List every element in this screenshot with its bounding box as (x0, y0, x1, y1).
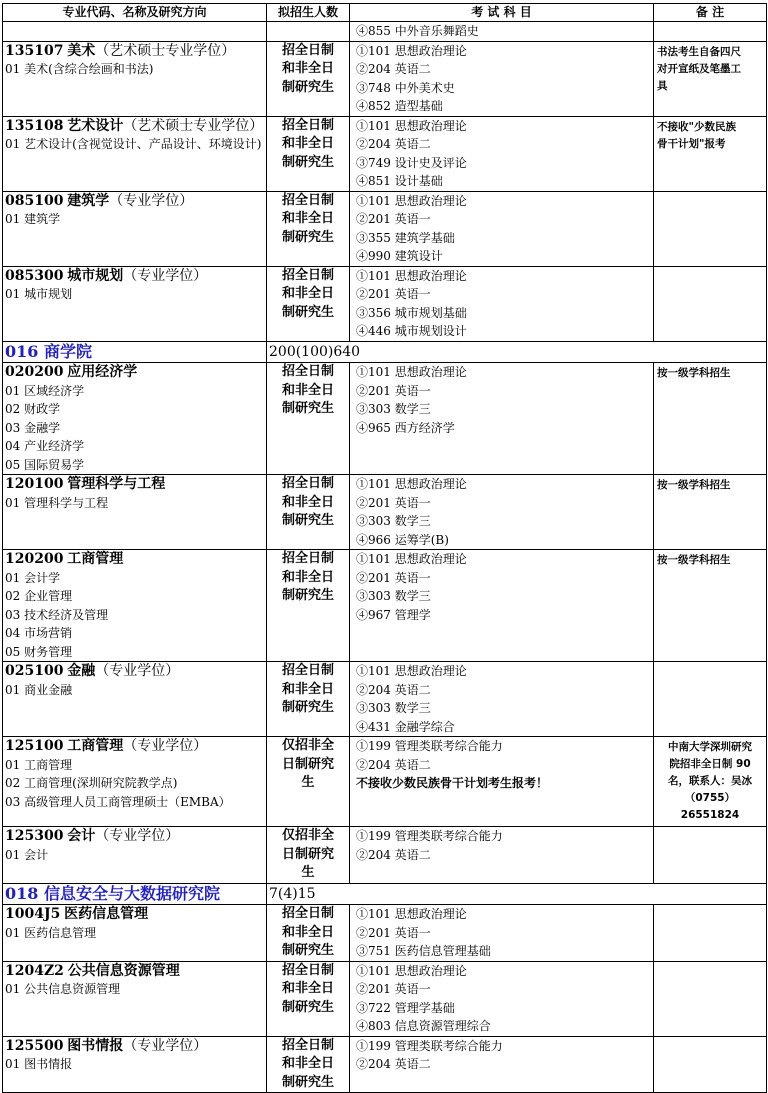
quota-line: 招全日制 (281, 962, 334, 978)
quota-cell (267, 363, 350, 475)
program-row (3, 22, 767, 42)
note-cell (654, 1036, 767, 1093)
program-name: 会计 (67, 828, 96, 844)
program-cell (3, 961, 267, 1036)
quota-line: 制研究生 (281, 229, 334, 245)
note-cell (654, 827, 767, 884)
admissions-table (2, 3, 767, 1093)
quota-line: 生 (301, 865, 315, 880)
exam-subject: ②204 英语二 (356, 847, 431, 862)
program-name: 美术 (67, 42, 96, 59)
table-header-row (3, 4, 767, 22)
program-code: 1204Z2 (5, 962, 64, 979)
program-title (5, 192, 264, 211)
research-direction: 01 区域经济学 (5, 383, 85, 398)
college-quota: 200(100)640 (269, 343, 361, 360)
program-code: 125300 (5, 828, 64, 844)
program-cell (3, 737, 267, 827)
research-direction: 02 工商管理(深圳研究院教学点) (5, 776, 178, 790)
quota-line: 和非全日 (281, 569, 334, 585)
program-name: 图书情报 (67, 1037, 124, 1054)
program-cell (3, 266, 267, 341)
research-direction: 01 建筑学 (5, 212, 61, 226)
program-title (5, 267, 264, 286)
research-direction: 02 财政学 (5, 402, 61, 416)
header-notes: 备 注 (654, 4, 767, 22)
program-row (3, 1036, 767, 1093)
quota-cell (267, 961, 350, 1036)
program-title (5, 117, 264, 136)
research-direction: 02 企业管理 (5, 589, 73, 603)
note-cell (654, 961, 767, 1036)
research-direction: 01 会计学 (5, 570, 61, 585)
program-cell (3, 475, 267, 550)
program-name: 管理科学与工程 (67, 476, 166, 492)
program-cell (3, 116, 267, 191)
exam-subject: ②201 英语一 (356, 982, 431, 996)
college-name: 018 信息安全与大数据研究院 (5, 883, 220, 903)
college-quota: 7(4)15 (269, 885, 316, 902)
research-direction: 01 会计 (5, 847, 49, 862)
quota-cell (267, 475, 350, 550)
program-cell (3, 22, 267, 42)
exam-subject: ④431 金融学综合 (356, 719, 455, 734)
exam-subject: ③356 城市规划基础 (356, 305, 467, 320)
note-cell (654, 550, 767, 662)
research-direction: 01 图书情报 (5, 1057, 73, 1071)
note-line: 按一级学科招生 (657, 554, 731, 566)
program-row (3, 41, 767, 116)
college-name: 016 商学院 (5, 341, 92, 361)
quota-line: 和非全日 (281, 61, 334, 76)
program-title (5, 363, 264, 382)
exam-subject: ③303 数学三 (356, 701, 431, 715)
exam-subject: ③748 中外美术史 (356, 80, 455, 95)
note-line: 院招非全日制 90 (669, 758, 751, 770)
quota-cell (267, 1036, 350, 1093)
exam-subject: ④446 城市规划设计 (356, 324, 467, 338)
program-qualifier: （专业学位） (123, 1037, 208, 1054)
quota-cell (267, 827, 350, 884)
exam-subject: ①101 思想政治理论 (356, 118, 467, 133)
exam-subject: ①199 管理类联考综合能力 (356, 829, 503, 843)
exam-subject: ③722 管理学基础 (356, 1000, 455, 1015)
program-qualifier: （专业学位） (95, 828, 180, 844)
research-direction: 01 工商管理 (5, 757, 73, 772)
program-name: 金融 (67, 663, 96, 679)
program-title (5, 475, 264, 494)
program-name: 建筑学 (67, 192, 110, 209)
subjects-cell (350, 662, 654, 737)
quota-cell (267, 22, 350, 42)
program-qualifier: （艺术硕士专业学位） (123, 117, 264, 134)
quota-line: 制研究生 (281, 999, 334, 1015)
quota-line: 招全日制 (281, 192, 334, 208)
program-name: 医药信息管理 (64, 906, 149, 922)
program-row (3, 550, 767, 662)
header-program: 专业代码、名称及研究方向 (3, 4, 267, 22)
quota-cell (267, 191, 350, 266)
subjects-cell (350, 116, 654, 191)
exam-subject: ②204 英语二 (356, 137, 431, 151)
program-code: 120100 (5, 476, 64, 492)
research-direction: 03 高级管理人员工商管理硕士（EMBA） (5, 794, 231, 809)
program-name: 应用经济学 (67, 364, 138, 380)
college-row (3, 341, 767, 363)
note-cell (654, 737, 767, 827)
program-code: 135108 (5, 117, 64, 134)
note-line: （0755）26551824 (680, 792, 740, 821)
subjects-cell (350, 905, 654, 962)
program-title (5, 905, 264, 924)
exam-subject: ②201 英语一 (356, 212, 431, 226)
exam-subject: ②204 英语二 (356, 757, 431, 772)
note-line: 按一级学科招生 (657, 367, 731, 379)
program-row (3, 827, 767, 884)
quota-line: 和非全日 (281, 924, 334, 940)
exam-subject: ①101 思想政治理论 (356, 268, 467, 283)
quota-line: 制研究生 (281, 154, 334, 170)
program-code: 125100 (5, 738, 64, 754)
program-code: 085300 (5, 267, 64, 284)
quota-line: 和非全日 (281, 286, 334, 301)
quota-line: 招全日制 (281, 906, 334, 921)
exam-subject: ①101 思想政治理论 (356, 907, 467, 921)
research-direction: 03 技术经济及管理 (5, 607, 109, 622)
quota-line: 制研究生 (281, 401, 334, 416)
quota-line: 招全日制 (281, 117, 334, 133)
research-direction: 01 公共信息资源管理 (5, 982, 121, 996)
note-line: 不接收"少数民族 (657, 120, 736, 133)
program-cell (3, 550, 267, 662)
research-direction: 01 美术(含综合绘画和书法) (5, 62, 154, 76)
program-title (5, 1037, 264, 1056)
note-line: 骨干计划"报考 (657, 137, 726, 150)
note-cell (654, 662, 767, 737)
quota-line: 招全日制 (281, 267, 334, 283)
college-name-cell (3, 883, 267, 905)
subjects-cell (350, 475, 654, 550)
program-row (3, 266, 767, 341)
exam-subject: ④967 管理学 (356, 607, 431, 622)
note-line: 名，联系人：吴冰 (668, 775, 752, 787)
quota-line: 仅招非全 (281, 738, 334, 753)
quota-cell (267, 737, 350, 827)
program-code: 135107 (5, 42, 64, 59)
program-title (5, 662, 264, 681)
program-cell (3, 827, 267, 884)
exam-subject: ②201 英语一 (356, 287, 431, 301)
program-row (3, 475, 767, 550)
program-qualifier: （专业学位） (95, 663, 180, 679)
quota-line: 制研究生 (281, 304, 334, 320)
quota-line: 生 (301, 775, 315, 790)
quota-line: 制研究生 (281, 513, 334, 528)
quota-line: 招全日制 (281, 551, 334, 566)
exam-subject: ③303 数学三 (356, 402, 431, 416)
subjects-cell (350, 41, 654, 116)
quota-line: 招全日制 (281, 42, 334, 58)
exam-subject: ④965 西方经济学 (356, 420, 455, 435)
program-code: 020200 (5, 364, 64, 380)
quota-cell (267, 116, 350, 191)
note-cell (654, 905, 767, 962)
note-line: 按一级学科招生 (657, 479, 731, 491)
program-name: 工商管理 (67, 551, 124, 567)
college-row (3, 883, 767, 905)
subjects-cell (350, 737, 654, 827)
exam-subject: ①101 思想政治理论 (356, 43, 467, 58)
subjects-cell (350, 266, 654, 341)
exam-subject: ④966 运筹学(B) (356, 532, 449, 547)
header-subjects: 考 试 科 目 (350, 4, 654, 22)
quota-cell (267, 662, 350, 737)
subjects-cell (350, 550, 654, 662)
program-title (5, 827, 264, 846)
subjects-cell (350, 1036, 654, 1093)
quota-line: 和非全日 (281, 382, 334, 398)
quota-line: 招全日制 (281, 476, 334, 491)
note-line: 书法考生自备四尺 (657, 45, 741, 58)
quota-line: 制研究生 (281, 943, 334, 958)
subjects-cell (350, 363, 654, 475)
program-cell (3, 41, 267, 116)
program-code: 120200 (5, 551, 64, 567)
exam-subject: ④855 中外音乐舞蹈史 (356, 24, 479, 38)
exam-subject: ②204 英语二 (356, 1057, 431, 1071)
program-cell (3, 1036, 267, 1093)
exam-subject: ③303 数学三 (356, 589, 431, 603)
quota-cell (267, 905, 350, 962)
exam-subject: ①199 管理类联考综合能力 (356, 1038, 503, 1053)
research-direction: 01 城市规划 (5, 287, 73, 301)
subjects-cell (350, 961, 654, 1036)
research-direction: 05 财务管理 (5, 644, 73, 659)
exam-subject: ①101 思想政治理论 (356, 477, 467, 491)
quota-line: 和非全日 (281, 494, 334, 510)
exam-subject: ④852 造型基础 (356, 99, 443, 113)
header-quota: 拟招生人数 (267, 4, 350, 22)
quota-line: 招全日制 (281, 1037, 334, 1053)
program-cell (3, 905, 267, 962)
quota-line: 招全日制 (281, 663, 334, 678)
exam-subject-note: 不接收少数民族骨干计划考生报考！ (356, 776, 549, 790)
quota-line: 仅招非全 (281, 828, 334, 843)
program-row (3, 363, 767, 475)
subjects-cell (350, 827, 654, 884)
exam-subject: ②201 英语一 (356, 495, 431, 510)
quota-line: 制研究生 (281, 1074, 334, 1090)
exam-subject: ①101 思想政治理论 (356, 365, 467, 379)
note-cell (654, 475, 767, 550)
quota-line: 制研究生 (281, 79, 334, 95)
program-title (5, 550, 264, 569)
program-name: 公共信息资源管理 (67, 962, 180, 979)
exam-subject: ②201 英语一 (356, 383, 431, 398)
program-code: 125500 (5, 1037, 64, 1054)
exam-subject: ①101 思想政治理论 (356, 193, 467, 208)
college-quota-cell (267, 341, 767, 363)
quota-cell (267, 266, 350, 341)
quota-line: 日制研究 (281, 846, 334, 862)
research-direction: 04 产业经济学 (5, 439, 85, 453)
note-line: 具 (657, 79, 668, 92)
program-row (3, 662, 767, 737)
program-qualifier: （专业学位） (123, 738, 208, 754)
exam-subject: ②204 英语二 (356, 682, 431, 697)
quota-line: 制研究生 (281, 700, 334, 715)
program-cell (3, 191, 267, 266)
program-code: 1004J5 (5, 906, 61, 922)
research-direction: 01 艺术设计(含视觉设计、产品设计、环境设计) (5, 137, 262, 151)
college-quota-cell (267, 883, 767, 905)
program-row (3, 191, 767, 266)
research-direction: 01 管理科学与工程 (5, 495, 109, 510)
quota-line: 和非全日 (281, 681, 334, 697)
program-name: 艺术设计 (67, 117, 124, 134)
exam-subject: ①101 思想政治理论 (356, 963, 467, 978)
program-title (5, 42, 264, 61)
program-title (5, 737, 264, 756)
quota-line: 和非全日 (281, 981, 334, 996)
table-body (3, 22, 767, 1093)
quota-line: 制研究生 (281, 588, 334, 603)
program-code: 085100 (5, 192, 64, 209)
college-name-cell (3, 341, 267, 363)
research-direction: 03 金融学 (5, 420, 61, 435)
exam-subject: ②201 英语一 (356, 925, 431, 940)
program-code: 025100 (5, 663, 64, 679)
exam-subject: ①101 思想政治理论 (356, 552, 467, 566)
exam-subject: ③303 数学三 (356, 514, 431, 528)
exam-subject: ④803 信息资源管理综合 (356, 1019, 491, 1033)
note-cell (654, 41, 767, 116)
exam-subject: ①101 思想政治理论 (356, 664, 467, 678)
exam-subject: ③749 设计史及评论 (356, 155, 467, 170)
exam-subject: ④990 建筑设计 (356, 249, 443, 263)
note-cell (654, 116, 767, 191)
note-cell (654, 363, 767, 475)
program-row (3, 737, 767, 827)
program-row (3, 116, 767, 191)
note-cell (654, 191, 767, 266)
research-direction: 01 医药信息管理 (5, 925, 97, 940)
exam-subject: ④851 设计基础 (356, 174, 443, 188)
note-cell (654, 22, 767, 42)
quota-line: 日制研究 (281, 756, 334, 772)
quota-cell (267, 41, 350, 116)
program-qualifier: （专业学位） (109, 192, 194, 209)
exam-subject: ①199 管理类联考综合能力 (356, 739, 503, 753)
research-direction: 01 商业金融 (5, 682, 73, 697)
program-name: 工商管理 (67, 738, 124, 754)
subjects-cell (350, 22, 654, 42)
exam-subject: ③355 建筑学基础 (356, 230, 455, 245)
quota-cell (267, 550, 350, 662)
program-name: 城市规划 (67, 267, 124, 284)
research-direction: 05 国际贸易学 (5, 457, 85, 472)
program-qualifier: （专业学位） (123, 267, 208, 284)
program-row (3, 905, 767, 962)
note-line: 对开宣纸及笔墨工 (657, 62, 741, 75)
note-cell (654, 266, 767, 341)
program-cell (3, 363, 267, 475)
exam-subject: ②204 英语二 (356, 62, 431, 76)
quota-line: 招全日制 (281, 364, 334, 379)
exam-subject: ②201 英语一 (356, 570, 431, 585)
quota-line: 和非全日 (281, 136, 334, 151)
subjects-cell (350, 191, 654, 266)
research-direction: 04 市场营销 (5, 626, 73, 640)
program-title (5, 962, 264, 981)
program-qualifier: （艺术硕士专业学位） (95, 42, 236, 59)
exam-subject: ③751 医药信息管理基础 (356, 944, 491, 958)
quota-line: 和非全日 (281, 211, 334, 226)
program-row (3, 961, 767, 1036)
program-cell (3, 662, 267, 737)
note-line: 中南大学深圳研究 (668, 741, 752, 753)
quota-line: 和非全日 (281, 1056, 334, 1071)
